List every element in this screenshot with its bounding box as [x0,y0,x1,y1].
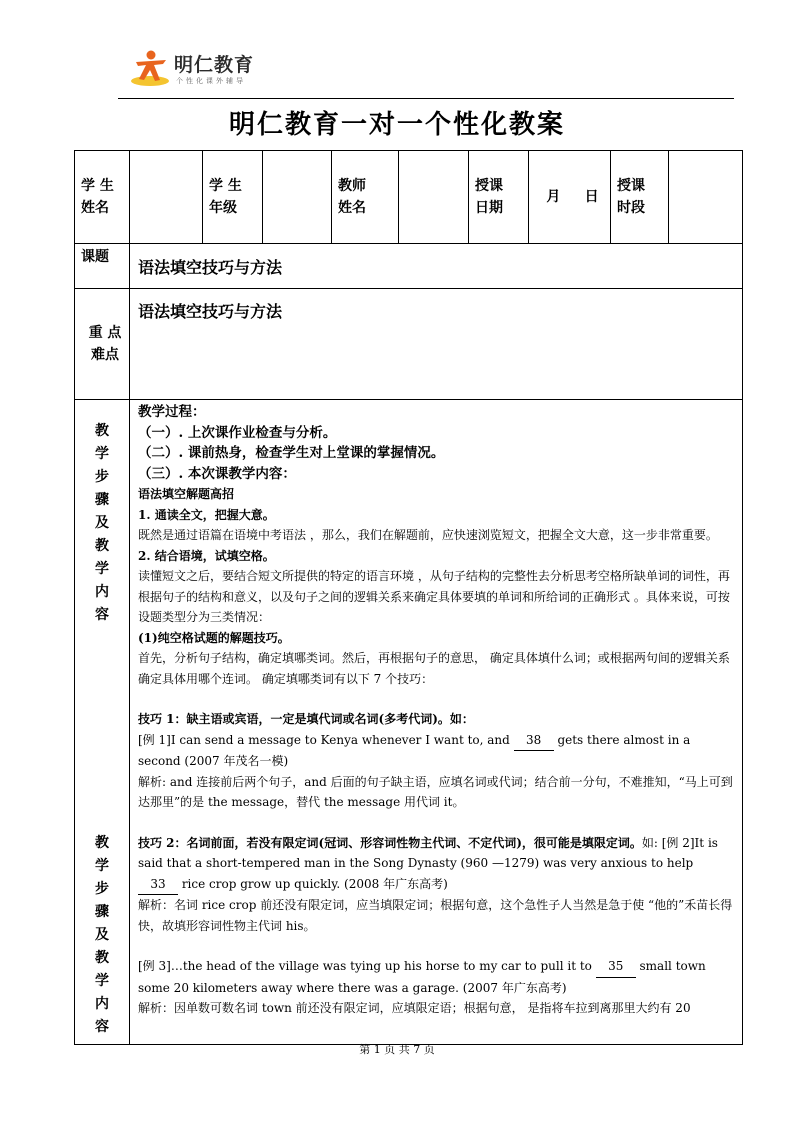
example-3: [例 3]…the head of the village was tying up his horse to my car to pull it to 35 small town some 20 kilometers away where there was a garage. (2007 年广东高考) [138,956,736,998]
example-1-blank: 38 [514,730,554,752]
period-label: 授课 时段 [611,151,669,244]
header-row [75,151,743,244]
point-3-body: 首先，分析句子结构，确定填哪类词。然后，再根据句子的意思， 确定具体填什么词；或根据两句间的逻辑关系确定具体用哪个连词。 确定填哪类词有以下 7 个技巧： [138,651,730,686]
example-2-analysis: 解析：名词 rice crop 前还没有限定词，应当填限定词；根据句意，这个急性子人当然是急于使 “他的”禾苗长得快，故填形容词性物主代词 his。 [138,898,733,933]
point-2-title: 2. 结合语境，试填空格。 [138,548,275,563]
tips-title: 语法填空解题高招 [138,487,235,501]
teacher-name-label: 教师 姓名 [332,151,399,244]
header-divider [118,98,734,99]
example-3-analysis: 解析：因单数可数名词 town 前还没有限定词，应填限定语；根据句意， 是指将车拉到离那里大约有 20 [138,1001,691,1015]
point-3-title: (1)纯空格试题的解题技巧。 [138,630,290,645]
logo-slogan: 个性化课外辅导 [176,77,246,85]
grade-label: 学 生 年级 [203,151,263,244]
tip-2: 技巧 2：名词前面，若没有限定词(冠词、形容词性物主代词、不定代词)，很可能是填限定词。如: [例 2]It is said that a short-tempered man in the Song Dynasty (960 —1279) was very anxious to help 33 rice crop grow up quickly. (2008 年广东高考) [138,833,736,896]
step-1: （一）. 上次课作业检查与分析。 [138,424,337,441]
date-cell[interactable]: 月 日 [529,151,611,244]
student-name-label: 学 生 姓名 [75,151,130,244]
logo-name: 明仁教育 [174,54,255,76]
point-1-title: 1. 通读全文，把握大意。 [138,507,275,522]
logo [130,48,330,90]
process-label: 教 学 步 骤 及 教 学 内 容 教 学 步 骤 及 教 学 内 容 [75,400,130,1045]
date-label: 授课 日期 [469,151,529,244]
process-content [130,400,743,1045]
document-title: 明仁教育一对一个性化教案 [228,110,565,140]
example-1: [例 1]I can send a message to Kenya whenever I want to, and 38 gets there almost in a second (2007 年茂名一模) [138,730,736,772]
tip-2-title: 技巧 2：名词前面，若没有限定词(冠词、形容词性物主代词、不定代词)，很可能是填限定词。 [138,835,642,850]
example-3-blank: 35 [596,956,636,978]
student-name-cell[interactable] [130,151,203,244]
step-3: （三）. 本次课教学内容： [138,465,296,482]
step-2: （二）. 课前热身，检查学生对上堂课的掌握情况。 [138,445,445,461]
grade-cell[interactable] [263,151,332,244]
process-row [75,400,743,1045]
tip-1-title: 技巧 1：缺主语或宾语，一定是填代词或名词(多考代词)。如： [138,712,474,726]
focus-row [75,289,743,400]
focus-value: 语法填空技巧与方法 [130,289,743,400]
process-heading: 教学过程： [138,404,206,420]
logo-figure-icon [130,48,170,88]
focus-label: 重 点 难点 [75,289,130,400]
teacher-name-cell[interactable] [399,151,469,244]
page-number: 第 1 页 共 7 页 [359,1043,435,1056]
point-2-body: 读懂短文之后，要结合短文所提供的特定的语言环境 ，从句子结构的完整性去分析思考空格所缺单词的词性，再根据句子的结构和意义，以及句子之间的逻辑关系来确定具体要填的单词和所给词的正确形式 。具体来说，可按设题类型分为三类情况： [138,569,730,624]
point-1-body: 既然是通过语篇在语境中考语法 ，那么，我们在解题前，应快速浏览短文，把握全文大意，这一步非常重要。 [138,528,718,542]
topic-label: 课题 [75,244,130,289]
example-2-blank: 33 [138,874,178,896]
period-cell[interactable] [669,151,743,244]
topic-value: 语法填空技巧与方法 [130,244,743,289]
lesson-plan-table [74,150,743,1045]
topic-row [75,244,743,289]
example-1-analysis: 解析: and 连接前后两个句子，and 后面的句子缺主语，应填名词或代词；结合前一分句，不难推知，“马上可到达那里”的是 the message，替代 the message 用代词 it。 [138,774,733,809]
